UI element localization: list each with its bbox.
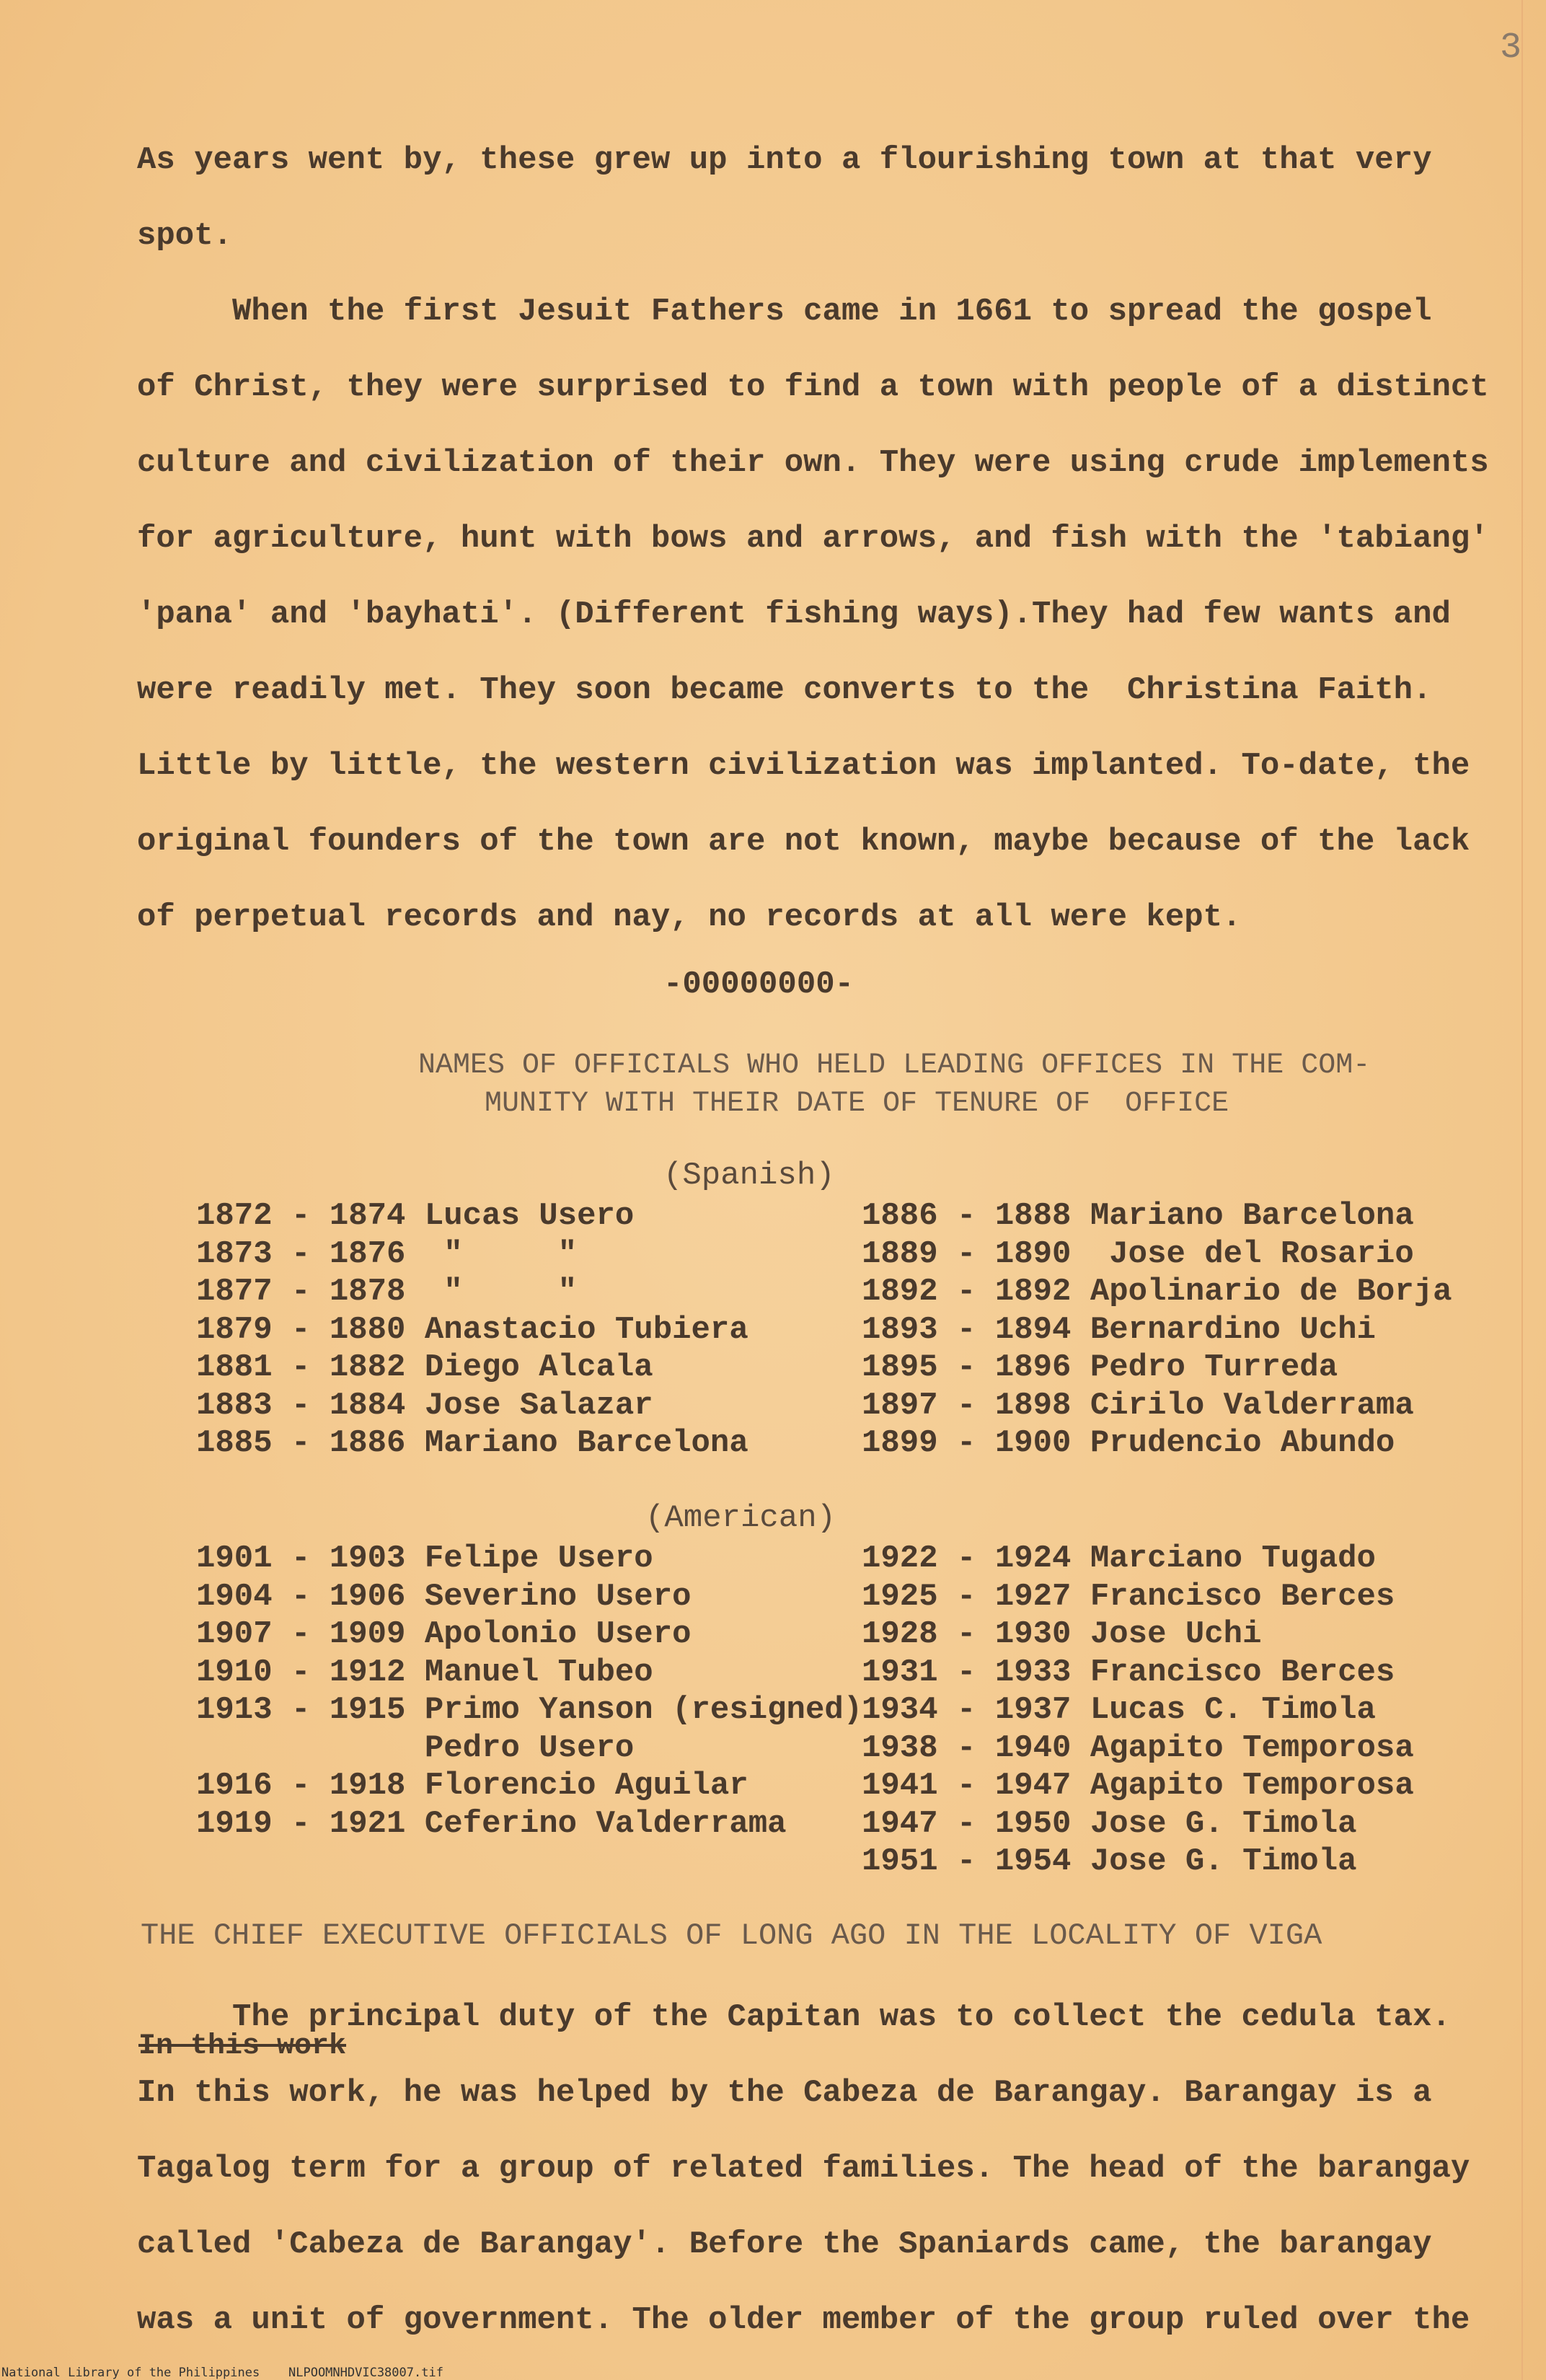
official-entry: 1919 - 1921 Ceferino Valderrama — [196, 1805, 787, 1842]
american-heading: (American) — [645, 1500, 836, 1536]
text-line: were readily met. They soon became converts to the Christina Faith. — [137, 672, 1432, 708]
official-entry: 1938 - 1940 Agapito Temporosa — [862, 1729, 1414, 1766]
text-line: original founders of the town are not known, maybe because of the lack — [137, 824, 1470, 860]
text-line: When the first Jesuit Fathers came in 1661 to spread the gospel — [137, 294, 1432, 330]
spanish-heading: (Spanish) — [663, 1158, 835, 1194]
official-entry: 1877 - 1878 " " — [196, 1274, 578, 1310]
text-line: for agriculture, hunt with bows and arrows, and fish with the 'tabiang' — [137, 521, 1489, 557]
official-entry: 1886 - 1888 Mariano Barcelona — [862, 1198, 1414, 1234]
official-entry: 1922 - 1924 Marciano Tugado — [862, 1541, 1376, 1577]
page-number: 3 — [1500, 27, 1522, 69]
american-left-list — [196, 1540, 862, 1843]
text-line: In this work, he was helped by the Cabeza de Barangay. Barangay is a — [137, 2075, 1432, 2111]
text-line: of perpetual records and nay, no records at all were kept. — [137, 899, 1242, 935]
official-entry: 1895 - 1896 Pedro Turreda — [862, 1349, 1338, 1385]
official-entry: 1913 - 1915 Primo Yanson (resigned) — [196, 1692, 863, 1728]
american-right-list — [862, 1540, 1414, 1881]
official-entry: 1907 - 1909 Apolonio Usero — [196, 1616, 692, 1652]
margin-line — [1521, 0, 1523, 2380]
text-line: spot. — [137, 218, 233, 254]
text-line: called 'Cabeza de Barangay'. Before the Spaniards came, the barangay — [137, 2226, 1432, 2262]
official-entry: 1928 - 1930 Jose Uchi — [862, 1616, 1262, 1652]
official-entry: 1910 - 1912 Manuel Tubeo — [196, 1654, 653, 1691]
paragraph-2 — [137, 274, 1489, 956]
official-entry: 1889 - 1890 Jose del Rosario — [862, 1235, 1414, 1272]
official-entry: 1901 - 1903 Felipe Usero — [196, 1541, 653, 1577]
footer-filename: NLPOOMNHDVIC38007.tif — [288, 2366, 443, 2380]
official-entry: 1881 - 1882 Diego Alcala — [196, 1349, 653, 1385]
text-line: As years went by, these grew up into a flourishing town at that very — [137, 142, 1432, 178]
official-entry: 1899 - 1900 Prudencio Abundo — [862, 1425, 1395, 1461]
official-entry: 1897 - 1898 Cirilo Valderrama — [862, 1387, 1414, 1424]
official-entry: 1947 - 1950 Jose G. Timola — [862, 1805, 1357, 1842]
official-entry: 1893 - 1894 Bernardino Uchi — [862, 1311, 1376, 1348]
official-entry: 1934 - 1937 Lucas C. Timola — [862, 1692, 1376, 1728]
official-entry: 1916 - 1918 Florencio Aguilar — [196, 1768, 748, 1804]
text-line: The principal duty of the Capitan was to collect the cedula tax. — [137, 1999, 1451, 2035]
officials-title-line-2: MUNITY WITH THEIR DATE OF TENURE OF OFFICE — [485, 1088, 1229, 1120]
official-entry: 1904 - 1906 Severino Usero — [196, 1578, 692, 1615]
official-entry: 1885 - 1886 Mariano Barcelona — [196, 1425, 748, 1461]
text-line: of Christ, they were surprised to find a town with people of a distinct — [137, 369, 1489, 405]
text-line: culture and civilization of their own. They were using crude implements — [137, 445, 1489, 481]
chief-executive-heading: THE CHIEF EXECUTIVE OFFICIALS OF LONG AGO IN THE LOCALITY OF VIGA — [141, 1918, 1322, 1953]
official-entry: 1941 - 1947 Agapito Temporosa — [862, 1768, 1414, 1804]
text-line: Tagalog term for a group of related families. The head of the barangay — [137, 2151, 1470, 2187]
official-entry: 1872 - 1874 Lucas Usero — [196, 1198, 635, 1234]
official-entry: 1873 - 1876 " " — [196, 1235, 578, 1272]
official-entry: 1879 - 1880 Anastacio Tubiera — [196, 1311, 748, 1348]
official-entry: 1883 - 1884 Jose Salazar — [196, 1387, 653, 1424]
officials-title-line-1: NAMES OF OFFICIALS WHO HELD LEADING OFFICES IN THE COM- — [418, 1049, 1371, 1082]
official-entry: 1892 - 1892 Apolinario de Borja — [862, 1274, 1452, 1310]
text-line: Little by little, the western civilization was implanted. To-date, the — [137, 748, 1470, 784]
official-entry: 1951 - 1954 Jose G. Timola — [862, 1843, 1357, 1879]
paragraph-1 — [137, 123, 1457, 274]
spanish-right-list — [862, 1197, 1452, 1463]
footer-library: National Library of the Philippines — [1, 2366, 260, 2380]
paragraph-3 — [137, 2055, 1470, 2358]
spanish-left-list — [196, 1197, 748, 1463]
official-entry: 1925 - 1927 Francisco Berces — [862, 1578, 1395, 1615]
text-line: 'pana' and 'bayhati'. (Different fishing ways).They had few wants and — [137, 596, 1451, 633]
separator: -00000000- — [663, 966, 854, 1002]
official-entry: 1931 - 1933 Francisco Berces — [862, 1654, 1395, 1691]
struck-text: In this work — [138, 2030, 347, 2063]
text-line: was a unit of government. The older member of the group ruled over the — [137, 2302, 1470, 2338]
official-entry: Pedro Usero — [196, 1729, 635, 1766]
